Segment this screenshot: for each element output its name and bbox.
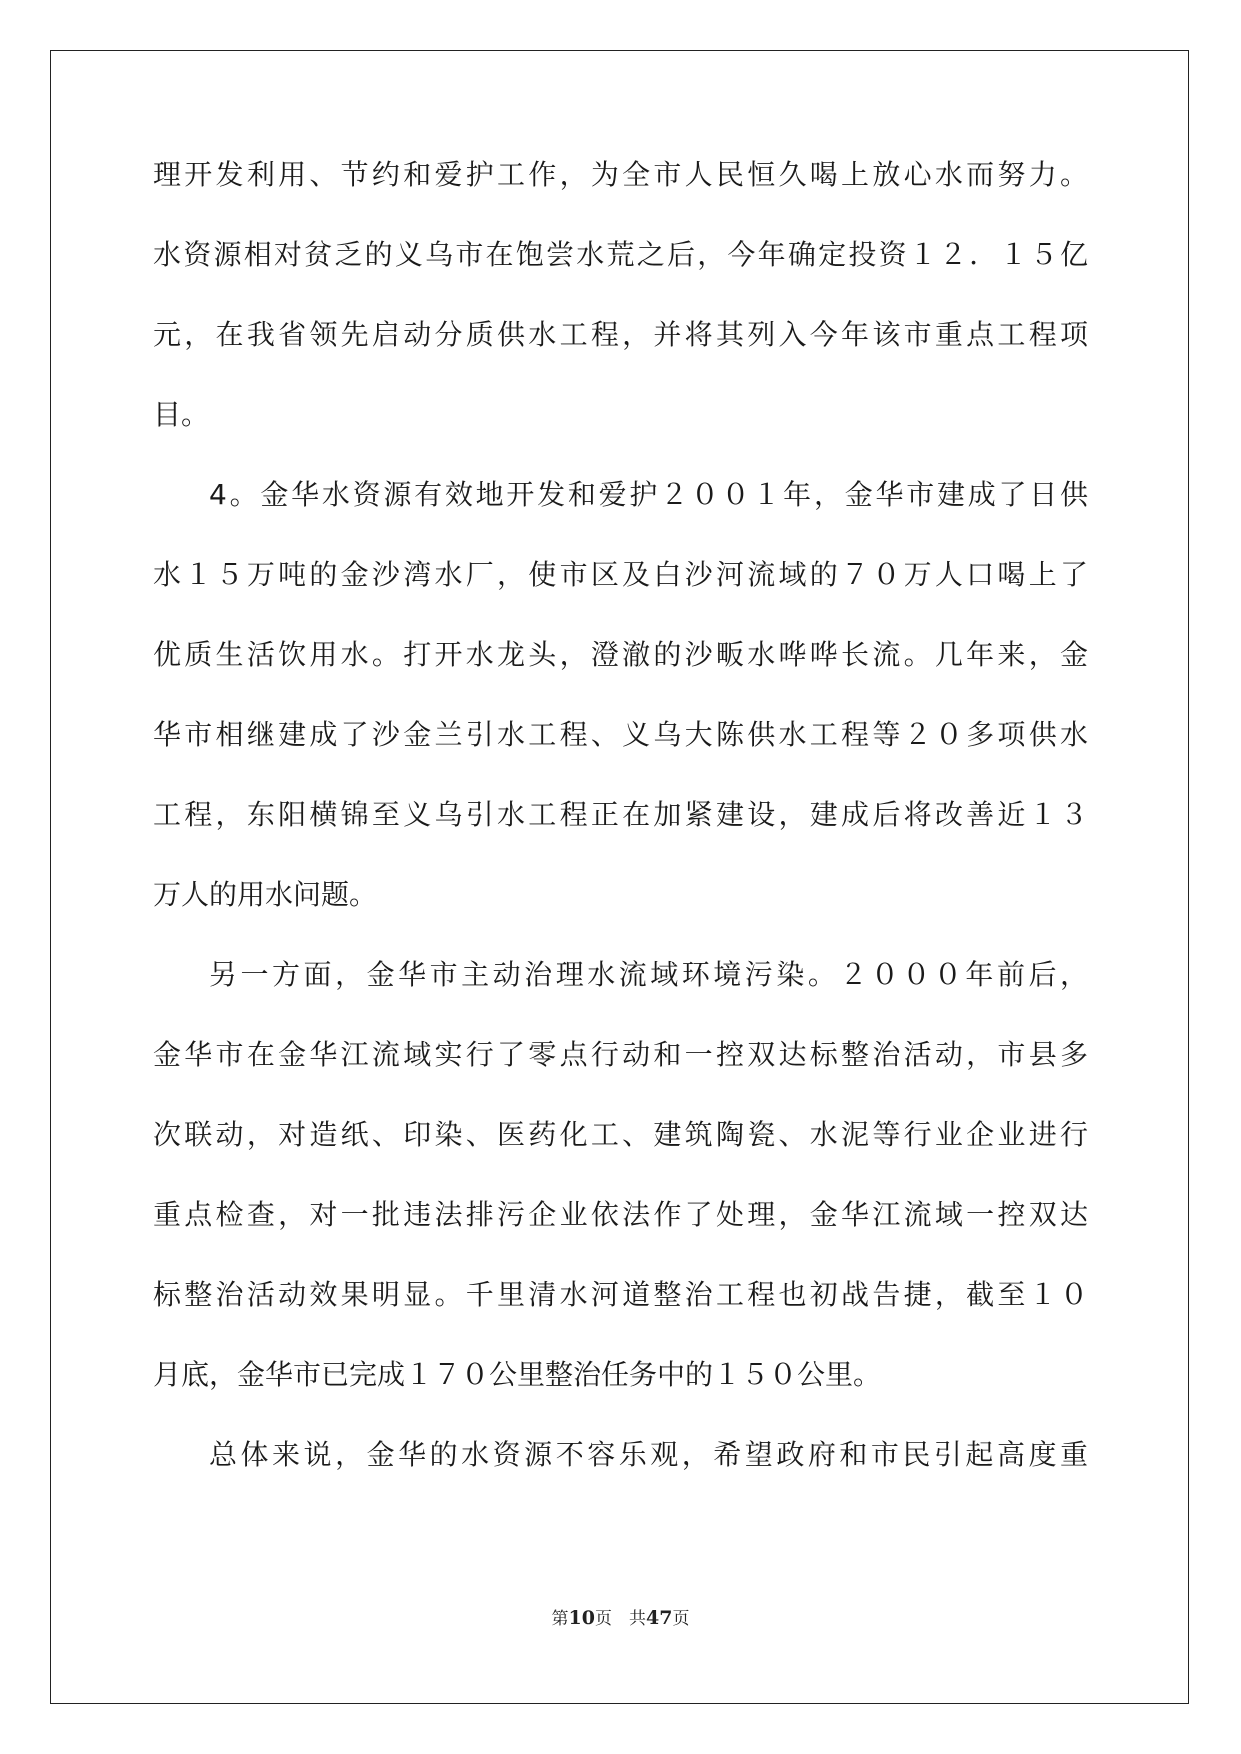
text-line: 另一方面，金华市主动治理水流域环境污染。２０００年前后， <box>209 958 1088 991</box>
text-line: 标整治活动效果明显。千里清水河道整治工程也初战告捷，截至１０ <box>153 1278 1088 1311</box>
text-line: 理开发利用、节约和爱护工作，为全市人民恒久喝上放心水而努力。 <box>153 158 1088 191</box>
text-line: 万人的用水问题。 <box>153 878 378 911</box>
text-line: 水１５万吨的金沙湾水厂，使市区及白沙河流域的７０万人口喝上了 <box>153 558 1088 591</box>
text-line: 月底，金华市已完成１７０公里整治任务中的１５０公里。 <box>153 1358 882 1391</box>
footer-mid: 页 共 <box>595 1609 646 1629</box>
text-line: 优质生活饮用水。打开水龙头，澄澈的沙畈水哗哗长流。几年来，金 <box>153 638 1088 671</box>
text-line: 水资源相对贫乏的义乌市在饱尝水荒之后，今年确定投资１２．１５亿 <box>153 238 1088 271</box>
text-line: 总体来说，金华的水资源不容乐观，希望政府和市民引起高度重 <box>209 1438 1088 1471</box>
document-body <box>153 155 1088 1515</box>
footer-prefix: 第 <box>551 1609 569 1629</box>
footer-suffix: 页 <box>672 1609 690 1629</box>
text-line: 4。金华水资源有效地开发和爱护２００１年，金华市建成了日供 <box>209 478 1088 511</box>
text-line: 华市相继建成了沙金兰引水工程、义乌大陈供水工程等２０多项供水 <box>153 718 1088 751</box>
text-line: 工程，东阳横锦至义乌引水工程正在加紧建设，建成后将改善近１３ <box>153 798 1088 831</box>
text-line: 目。 <box>153 398 210 431</box>
page-footer <box>0 1604 1241 1629</box>
total-pages: 47 <box>646 1607 673 1629</box>
text-line: 元，在我省领先启动分质供水工程，并将其列入今年该市重点工程项 <box>153 318 1088 351</box>
text-line: 金华市在金华江流域实行了零点行动和一控双达标整治活动，市县多 <box>153 1038 1088 1071</box>
text-line: 次联动，对造纸、印染、医药化工、建筑陶瓷、水泥等行业企业进行 <box>153 1118 1088 1151</box>
page-number: 10 <box>568 1607 595 1629</box>
text-line: 重点检查，对一批违法排污企业依法作了处理，金华江流域一控双达 <box>153 1198 1088 1231</box>
